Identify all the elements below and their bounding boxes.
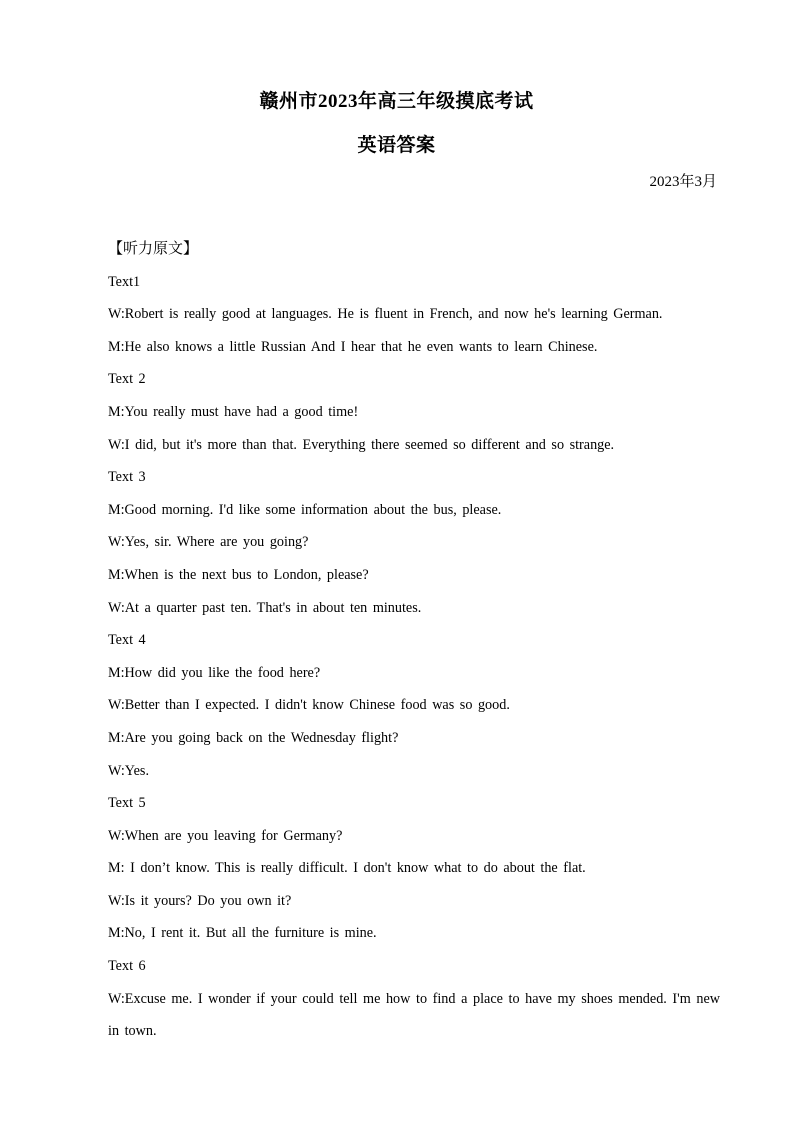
transcript-line: M:How did you like the food here? — [108, 664, 321, 681]
transcript-line: M:He also knows a little Russian And I hear that he even wants to learn Chinese. — [108, 338, 598, 355]
transcript-line: Text 5 — [108, 795, 146, 812]
document-date: 2023年3月 — [649, 174, 717, 190]
transcript-line: W:Robert is really good at languages. He is fluent in French, and now he's learning German. — [108, 306, 663, 323]
transcript-line: Text 3 — [108, 469, 146, 486]
document-subtitle: 英语答案 — [357, 135, 436, 156]
transcript-line: Text1 — [108, 273, 141, 290]
transcript-line: M: I don’t know. This is really difficult. I don't know what to do about the flat. — [108, 860, 586, 877]
transcript-line: M:You really must have had a good time! — [108, 403, 359, 420]
transcript-line: W:Yes. — [108, 762, 149, 779]
transcript-line: W:Yes, sir. Where are you going? — [108, 534, 309, 551]
transcript-line: Text 2 — [108, 371, 146, 388]
transcript-line: Text 4 — [108, 632, 146, 649]
transcript-line: M:When is the next bus to London, please? — [108, 566, 369, 583]
transcript-line: W:At a quarter past ten. That's in about ten minutes. — [108, 599, 422, 616]
transcript-line: W:I did, but it's more than that. Everything there seemed so different and so strange. — [108, 436, 615, 453]
transcript-paragraph: W:Excuse me. I wonder if your could tell me how to find a place to have my shoes mended. I'm new in town. — [108, 990, 720, 1040]
transcript-line: W:Is it yours? Do you own it? — [108, 892, 292, 909]
transcript-line: M:Are you going back on the Wednesday flight? — [108, 729, 399, 746]
transcript-line: W:When are you leaving for Germany? — [108, 827, 343, 844]
listening-transcript — [108, 233, 720, 1048]
transcript-line: M:Good morning. I'd like some information about the bus, please. — [108, 501, 502, 518]
section-heading: 【听力原文】 — [108, 241, 199, 257]
transcript-line: W:Better than I expected. I didn't know Chinese food was so good. — [108, 697, 510, 714]
document-title: 赣州市2023年高三年级摸底考试 — [259, 91, 534, 112]
transcript-line: M:No, I rent it. But all the furniture is mine. — [108, 925, 377, 942]
transcript-line: Text 6 — [108, 958, 146, 975]
